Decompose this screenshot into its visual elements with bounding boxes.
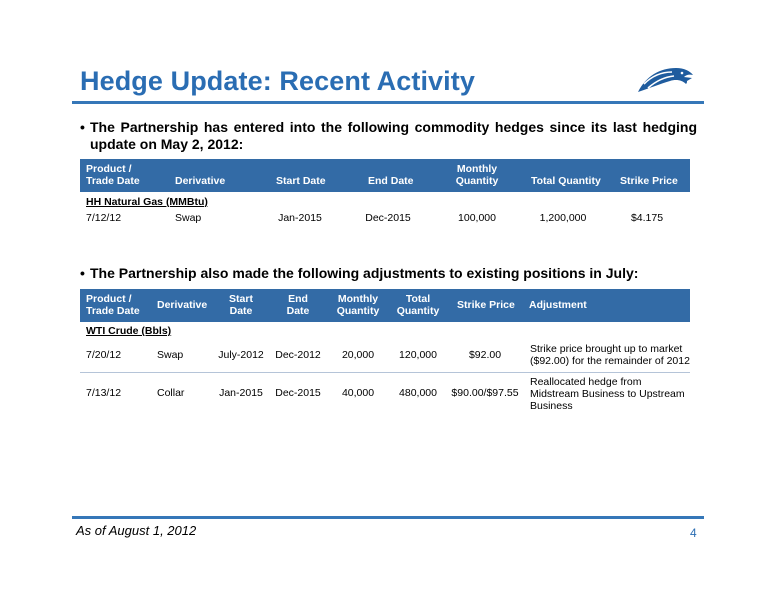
cell-strike-price: $4.175 bbox=[630, 212, 664, 224]
cell-trade-date: 7/13/12 bbox=[86, 387, 122, 399]
cell-total-quantity: 120,000 bbox=[399, 349, 437, 361]
footer-divider bbox=[72, 516, 704, 519]
col-product-line1: Product / bbox=[86, 163, 132, 175]
cell-derivative: Swap bbox=[175, 212, 202, 224]
cell-derivative: Collar bbox=[157, 387, 185, 399]
cell-monthly-quantity: 20,000 bbox=[341, 349, 375, 361]
page-title: Hedge Update: Recent Activity bbox=[80, 66, 475, 96]
col-product-line2: Trade Date bbox=[86, 175, 140, 187]
group-label-wti-crude: WTI Crude (Bbls) bbox=[86, 325, 172, 337]
col-strike-price: Strike Price bbox=[620, 175, 678, 187]
col-product-line1: Product / bbox=[86, 293, 132, 305]
cell-end-date: Dec-2015 bbox=[365, 212, 411, 224]
cell-total-quantity: 480,000 bbox=[399, 387, 437, 399]
as-of-date: As of August 1, 2012 bbox=[76, 523, 197, 538]
col-adjustment: Adjustment bbox=[529, 299, 587, 311]
col-total-line1: Total bbox=[405, 293, 431, 305]
cell-start-date: Jan-2015 bbox=[219, 387, 263, 399]
cell-adjustment-line3: Business bbox=[530, 400, 573, 412]
cell-start-date: July-2012 bbox=[218, 349, 264, 361]
adjustments-table-header bbox=[80, 289, 690, 322]
cell-adjustment-line1: Strike price brought up to market bbox=[530, 343, 683, 355]
col-derivative: Derivative bbox=[157, 299, 208, 311]
new-hedges-table-header bbox=[80, 159, 690, 192]
cell-adjustment-line2: ($92.00) for the remainder of 2012 bbox=[530, 355, 690, 367]
title-divider bbox=[72, 101, 704, 104]
col-strike-price: Strike Price bbox=[457, 299, 515, 311]
cell-end-date: Dec-2012 bbox=[275, 349, 321, 361]
bullet-symbol: • bbox=[80, 119, 85, 135]
cell-adjustment-line1: Reallocated hedge from bbox=[530, 376, 642, 388]
col-end-line2: Date bbox=[286, 305, 310, 317]
col-monthly-line1: Monthly bbox=[337, 293, 379, 305]
row-divider bbox=[80, 372, 690, 373]
cell-monthly-quantity: 40,000 bbox=[341, 387, 375, 399]
eagle-logo-icon bbox=[636, 62, 694, 96]
col-total-quantity: Total Quantity bbox=[531, 175, 601, 187]
bullet-symbol: • bbox=[80, 265, 85, 281]
col-total-line2: Quantity bbox=[396, 305, 440, 317]
col-monthly-line2: Quantity bbox=[455, 175, 499, 187]
cell-derivative: Swap bbox=[157, 349, 184, 361]
cell-trade-date: 7/20/12 bbox=[86, 349, 122, 361]
group-label-natural-gas: HH Natural Gas (MMBtu) bbox=[86, 196, 208, 208]
bullet-new-hedges bbox=[80, 119, 697, 153]
col-derivative: Derivative bbox=[175, 175, 226, 187]
bullet-adjustments bbox=[80, 265, 697, 282]
cell-strike-price: $90.00/$97.55 bbox=[451, 387, 519, 399]
col-product-line2: Trade Date bbox=[86, 305, 140, 317]
cell-strike-price: $92.00 bbox=[468, 349, 502, 361]
cell-start-date: Jan-2015 bbox=[278, 212, 322, 224]
bullet-text: The Partnership also made the following adjustments to existing positions in July: bbox=[90, 265, 639, 281]
cell-end-date: Dec-2015 bbox=[275, 387, 321, 399]
cell-total-quantity: 1,200,000 bbox=[539, 212, 587, 224]
col-monthly-line2: Quantity bbox=[336, 305, 380, 317]
bullet-text: The Partnership has entered into the following commodity hedges since its last hedging update on May 2, 2012: bbox=[90, 119, 697, 152]
cell-adjustment-line2: Midstream Business to Upstream bbox=[530, 388, 685, 400]
cell-monthly-quantity: 100,000 bbox=[458, 212, 496, 224]
col-start-line1: Start bbox=[229, 293, 253, 305]
col-monthly-line1: Monthly bbox=[456, 163, 498, 175]
col-end-date: End Date bbox=[368, 175, 414, 187]
col-end-line1: End bbox=[288, 293, 308, 305]
page-number: 4 bbox=[690, 526, 697, 540]
cell-trade-date: 7/12/12 bbox=[86, 212, 122, 224]
col-start-line2: Date bbox=[229, 305, 253, 317]
col-start-date: Start Date bbox=[276, 175, 326, 187]
